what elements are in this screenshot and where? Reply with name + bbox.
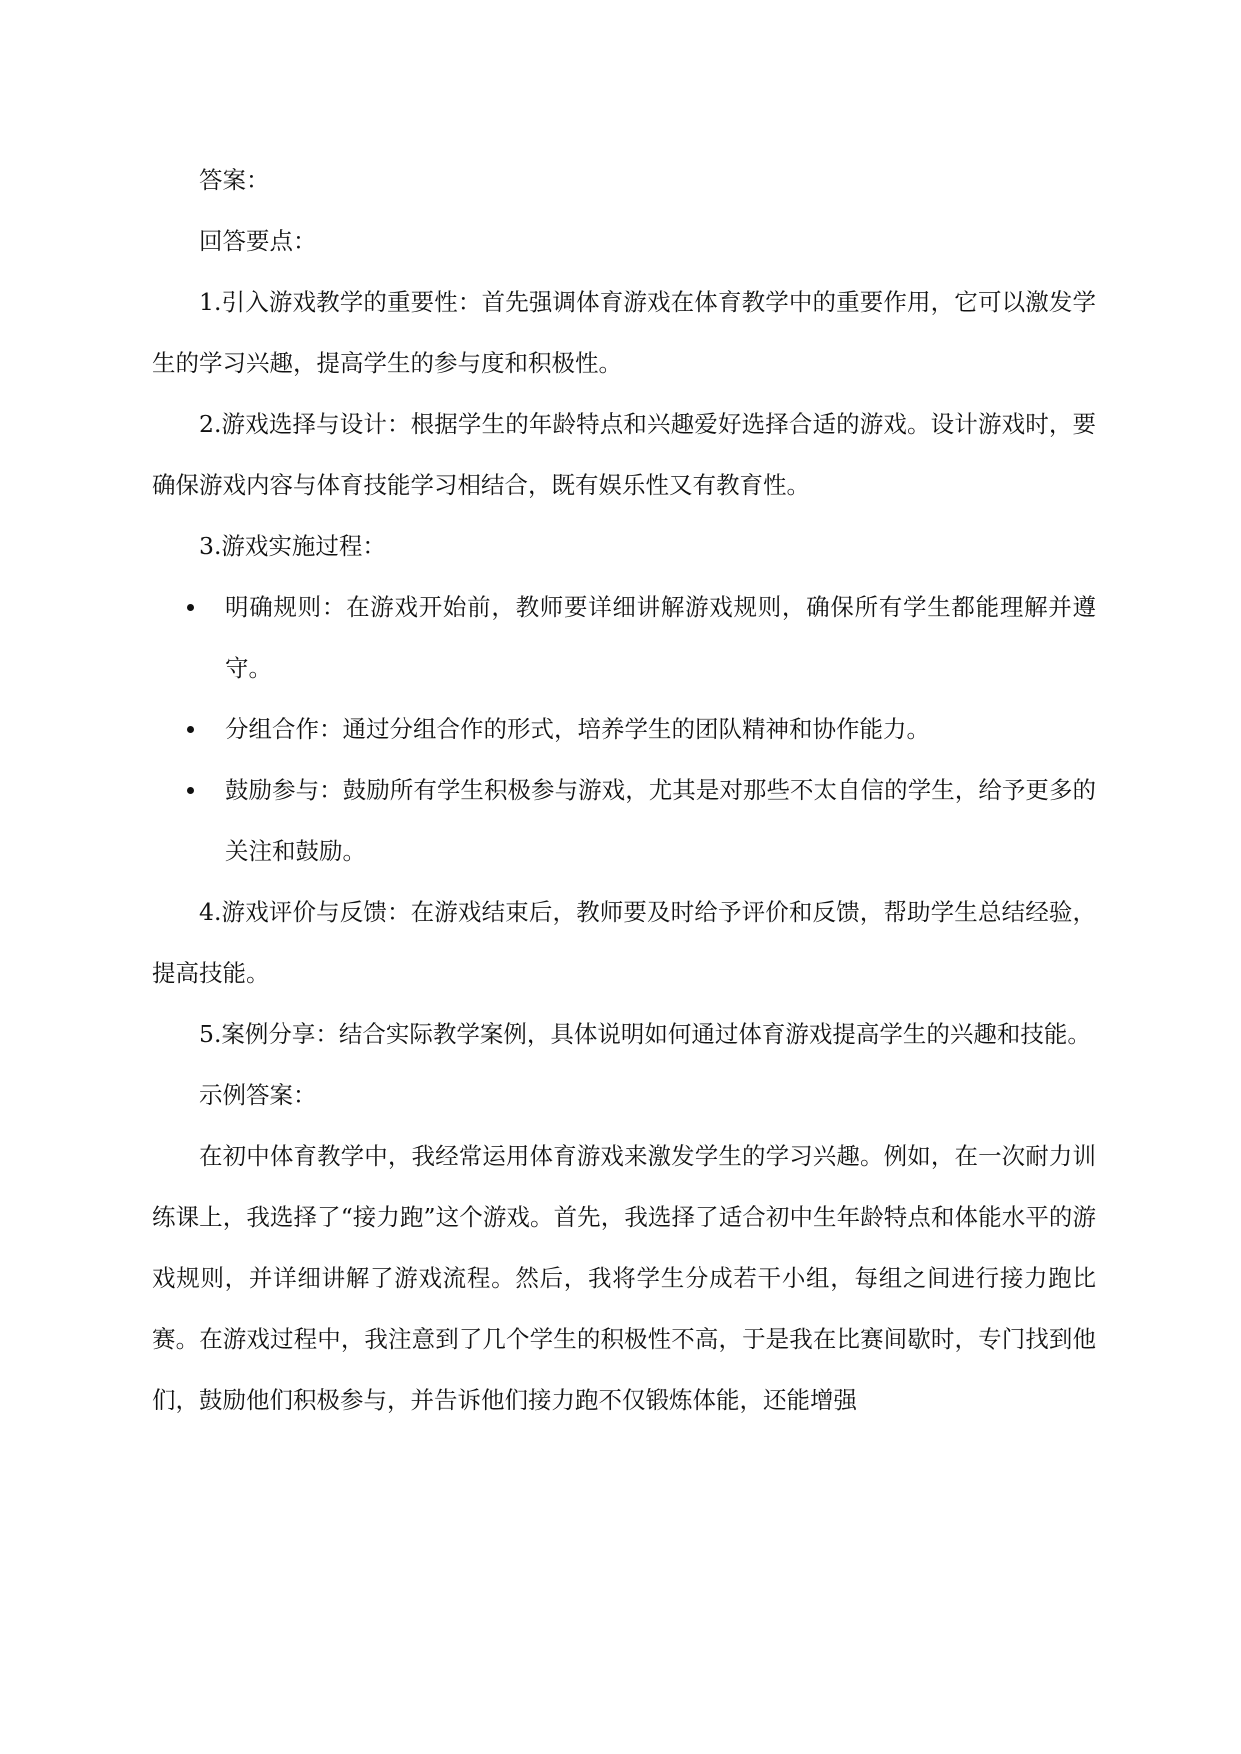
example-answer-text: 在初中体育教学中，我经常运用体育游戏来激发学生的学习兴趣。例如，在一次耐力训练课上，我选择了“接力跑”这个游戏。首先，我选择了适合初中生年龄特点和体能水平的游戏规则，并详细讲解了游戏流程。然后，我将学生分成若干小组，每组之间进行接力跑比赛。在游戏过程中，我注意到了几个学生的积极性不高，于是我在比赛间歇时，专门找到他们，鼓励他们积极参与，并告诉他们接力跑不仅锻炼体能，还能增强 xyxy=(152,1142,1096,1414)
bullet-dot-icon xyxy=(187,726,194,733)
key-point-5: 5.案例分享：结合实际教学案例，具体说明如何通过体育游戏提高学生的兴趣和技能。 xyxy=(199,1020,1091,1048)
key-point-3: 3.游戏实施过程： xyxy=(199,532,386,560)
bullet-item-clear-rules xyxy=(152,577,1096,699)
bullet-dot-icon xyxy=(187,787,194,794)
bullet-dot-icon xyxy=(187,604,194,611)
key-point-2: 2.游戏选择与设计：根据学生的年龄特点和兴趣爱好选择合适的游戏。设计游戏时，要确保游戏内容与体育技能学习相结合，既有娱乐性又有教育性。 xyxy=(152,410,1096,499)
key-points-label: 回答要点： xyxy=(199,227,317,255)
example-answer-label: 示例答案： xyxy=(199,1081,317,1109)
key-point-1: 1.引入游戏教学的重要性：首先强调体育游戏在体育教学中的重要作用，它可以激发学生的学习兴趣，提高学生的参与度和积极性。 xyxy=(152,288,1096,377)
answer-label: 答案： xyxy=(199,166,270,194)
bullet-text: 鼓励参与：鼓励所有学生积极参与游戏，尤其是对那些不太自信的学生，给予更多的关注和鼓励。 xyxy=(225,776,1096,865)
bullet-text: 分组合作：通过分组合作的形式，培养学生的团队精神和协作能力。 xyxy=(225,715,930,743)
bullet-item-encourage-participation xyxy=(152,760,1096,882)
bullet-text: 明确规则：在游戏开始前，教师要详细讲解游戏规则，确保所有学生都能理解并遵守。 xyxy=(225,593,1096,682)
document-body xyxy=(152,150,1096,1431)
key-point-4: 4.游戏评价与反馈：在游戏结束后，教师要及时给予评价和反馈，帮助学生总结经验，提高技能。 xyxy=(152,898,1096,987)
bullet-item-group-cooperation xyxy=(152,699,1096,760)
implementation-bullet-list xyxy=(152,577,1096,882)
